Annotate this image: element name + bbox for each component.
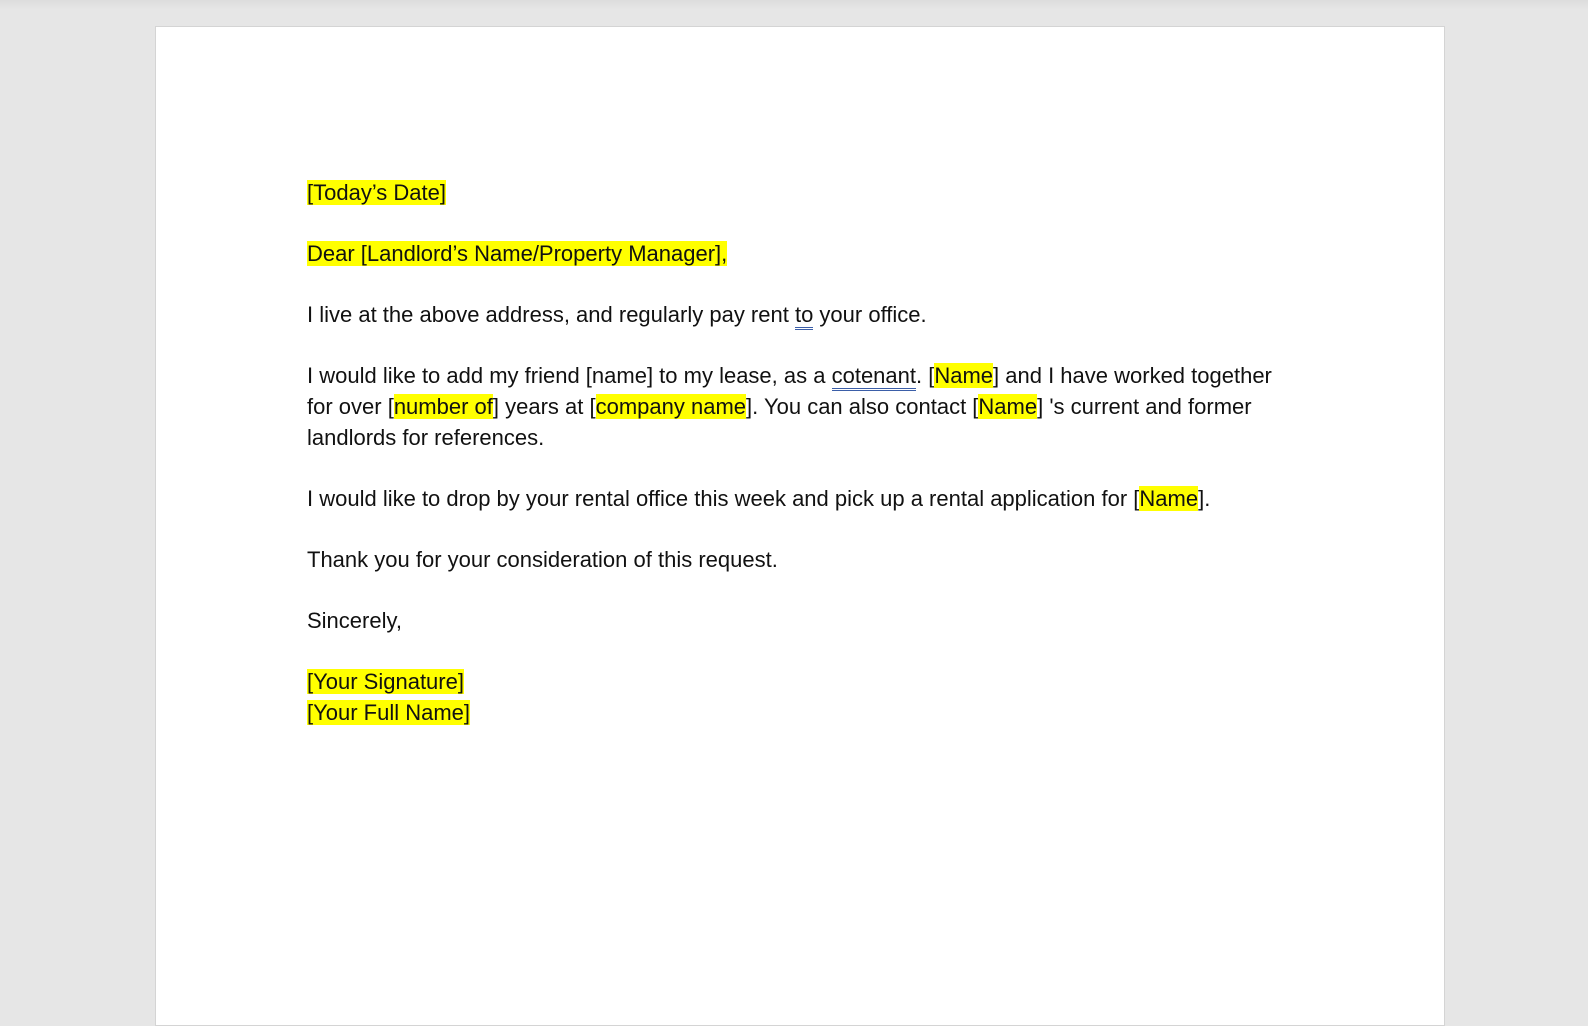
window-top-edge: [0, 0, 1588, 10]
signature-line[interactable]: [307, 666, 1297, 697]
text-run: I would like to add my friend [name] to my lease, as a: [307, 363, 832, 388]
text-run: . [: [916, 363, 935, 388]
paragraph-rental-application[interactable]: [307, 483, 1297, 514]
date-line[interactable]: [307, 177, 1297, 208]
paragraph-thanks[interactable]: Thank you for your consideration of this request.: [307, 547, 778, 572]
text-run: ] and I have worked together for over [: [307, 363, 1272, 419]
text-run: I would like to drop by your rental office this week and pick up a rental application for [: [307, 486, 1140, 511]
grammar-flag-to[interactable]: to: [795, 302, 813, 330]
name-placeholder[interactable]: Name: [934, 363, 994, 388]
text-run: ]. You can also contact [: [746, 394, 979, 419]
letter-body[interactable]: [307, 177, 1297, 728]
text-run: ].: [1198, 486, 1211, 511]
name-placeholder[interactable]: Name: [1139, 486, 1199, 511]
signature-placeholder[interactable]: [Your Signature]: [307, 669, 464, 694]
paragraph-add-friend[interactable]: [307, 360, 1297, 453]
text-run: I live at the above address, and regularly pay rent: [307, 302, 795, 327]
paragraph-address[interactable]: [307, 299, 1297, 330]
text-run: your office.: [813, 302, 927, 327]
text-run: ] 's current and former landlords for references.: [307, 394, 1252, 450]
full-name-line[interactable]: [307, 697, 1297, 728]
date-placeholder[interactable]: [Today’s Date]: [307, 180, 447, 205]
salutation-line[interactable]: [307, 238, 1297, 269]
salutation-placeholder[interactable]: Dear [Landlord’s Name/Property Manager],: [307, 241, 728, 266]
full-name-placeholder[interactable]: [Your Full Name]: [307, 700, 471, 725]
document-page[interactable]: [155, 26, 1445, 1026]
company-name-placeholder[interactable]: company name: [595, 394, 747, 419]
name-placeholder[interactable]: Name: [978, 394, 1038, 419]
closing-line[interactable]: Sincerely,: [307, 608, 402, 633]
text-run: ] years at [: [492, 394, 596, 419]
number-of-placeholder[interactable]: number of: [393, 394, 493, 419]
grammar-flag-cotenant[interactable]: cotenant: [832, 363, 916, 391]
